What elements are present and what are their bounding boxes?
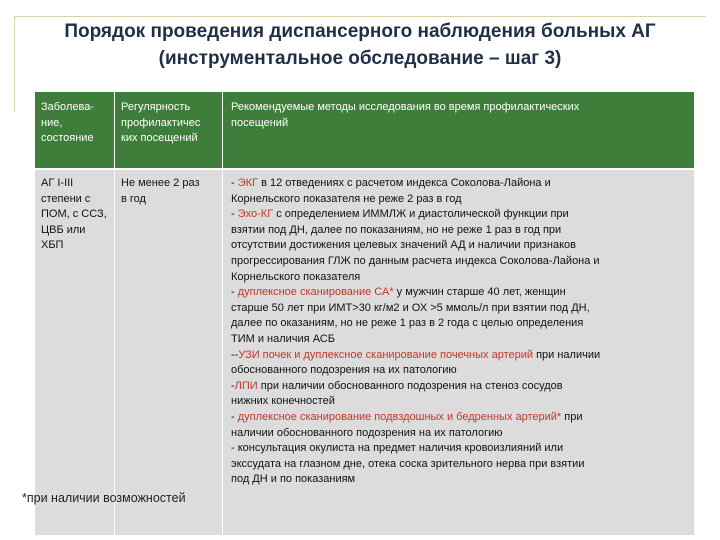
table-header-row: [35, 92, 694, 170]
cell-text: в год: [121, 192, 146, 205]
header-text: Заболева-: [41, 101, 94, 113]
method-text: -: [231, 379, 235, 392]
method-line: [231, 394, 688, 410]
method-name-highlight: дуплексное сканирование СА*: [237, 286, 394, 299]
method-text: --: [231, 348, 239, 361]
method-text: ТИМ и наличия АСБ: [231, 332, 335, 345]
method-text: при наличии обоснованного подозрения на стеноз сосудов: [257, 379, 563, 392]
method-line: [231, 441, 688, 457]
method-name-highlight: ЛПИ: [234, 379, 258, 392]
method-line: [231, 301, 688, 317]
method-text: -: [231, 208, 238, 221]
method-line: [231, 379, 688, 395]
method-text: -: [231, 177, 238, 189]
method-line: [231, 238, 688, 254]
method-line: [231, 192, 688, 208]
method-text: при наличии: [533, 348, 601, 361]
method-name-highlight: дуплексное сканирование подвздошных и бедренных артерий*: [237, 410, 562, 423]
method-text: -: [231, 410, 238, 423]
method-name-highlight: ЭКГ: [237, 177, 259, 189]
method-line: [231, 316, 688, 332]
method-text: взятии под ДН, далее по показаниям, но не реже 1 раз в год при: [231, 223, 562, 236]
cell-text: АГ I-III: [41, 177, 74, 189]
cell-text: ХБП: [41, 239, 64, 252]
method-text: обоснованного подозрения на их патологию: [231, 364, 457, 377]
method-line: [231, 332, 688, 348]
method-line: [231, 472, 688, 488]
cell-text: степени с: [41, 192, 91, 205]
cell-text: Не менее 2 раз: [121, 177, 200, 189]
header-text: Рекомендуемые методы исследования во время профилактических: [231, 101, 580, 113]
method-text: нижних конечностей: [231, 395, 335, 408]
method-line: [231, 285, 688, 301]
method-text: при: [561, 410, 583, 423]
method-text: старше 50 лет при ИМТ>30 кг/м2 и ОХ >5 ммоль/л при взятии под ДН,: [231, 301, 590, 314]
cell-regularity: [114, 170, 222, 535]
method-name-highlight: УЗИ почек и дуплексное сканирование почечных артерий: [238, 348, 534, 361]
slide-title: [20, 18, 700, 72]
method-line: [231, 223, 688, 239]
observation-table: [35, 92, 694, 535]
header-text: Регулярность: [121, 101, 191, 113]
method-text: у мужчин старше 40 лет, женщин: [393, 286, 566, 299]
title-line-2: (инструментальное обследование – шаг 3): [158, 48, 562, 69]
cell-text: ПОМ, с ССЗ,: [41, 208, 107, 221]
cell-methods: [222, 170, 694, 535]
header-regularity: [114, 92, 222, 168]
method-text: отсутствии достижения целевых значений АД и наличии признаков: [231, 239, 576, 252]
method-line: [231, 348, 688, 364]
header-text: ние,: [41, 116, 63, 129]
method-text: - консультация окулиста на предмет наличия кровоизлияний или: [231, 442, 564, 455]
method-line: [231, 270, 688, 286]
method-text: далее по оказаниям, но не реже 1 раз в 2 года с целью определения: [231, 317, 584, 330]
method-text: Корнельского показателя: [231, 270, 361, 283]
method-line: [231, 254, 688, 270]
method-text: наличии обоснованного подозрения на их патологию: [231, 426, 503, 439]
header-text: состояние: [41, 132, 94, 145]
method-name-highlight: Эхо-КГ: [237, 208, 274, 221]
cell-text: ЦВБ или: [41, 223, 86, 236]
method-line: [231, 363, 688, 379]
method-text: под ДН и по показаниям: [231, 473, 356, 486]
method-line: [231, 426, 688, 442]
method-line: [231, 410, 688, 426]
method-line: [231, 176, 688, 192]
method-text: в 12 отведениях с расчетом индекса Соколова-Лайона и: [258, 177, 551, 189]
method-text: Корнельского показателя не реже 2 раз в год: [231, 192, 462, 205]
footnote: *при наличии возможностей: [22, 491, 186, 505]
method-line: [231, 207, 688, 223]
header-text: посещений: [231, 116, 289, 129]
method-line: [231, 457, 688, 473]
table-row: [35, 170, 694, 535]
header-text: профилактичес: [121, 116, 201, 129]
header-condition: [35, 92, 114, 168]
frame-line-top: [14, 16, 706, 17]
method-text: с определением ИММЛЖ и диастолической функции при: [273, 208, 569, 221]
method-text: экссудата на глазном дне, отека соска зрительного нерва при взятии: [231, 457, 585, 470]
cell-condition: [35, 170, 114, 535]
title-line-1: Порядок проведения диспансерного наблюдения больных АГ: [64, 21, 656, 42]
frame-line-left: [14, 16, 15, 112]
header-text: ких посещений: [121, 132, 198, 145]
method-text: -: [231, 286, 238, 299]
method-text: прогрессирования ГЛЖ по данным расчета индекса Соколова-Лайона и: [231, 254, 600, 267]
header-methods: [222, 92, 694, 168]
